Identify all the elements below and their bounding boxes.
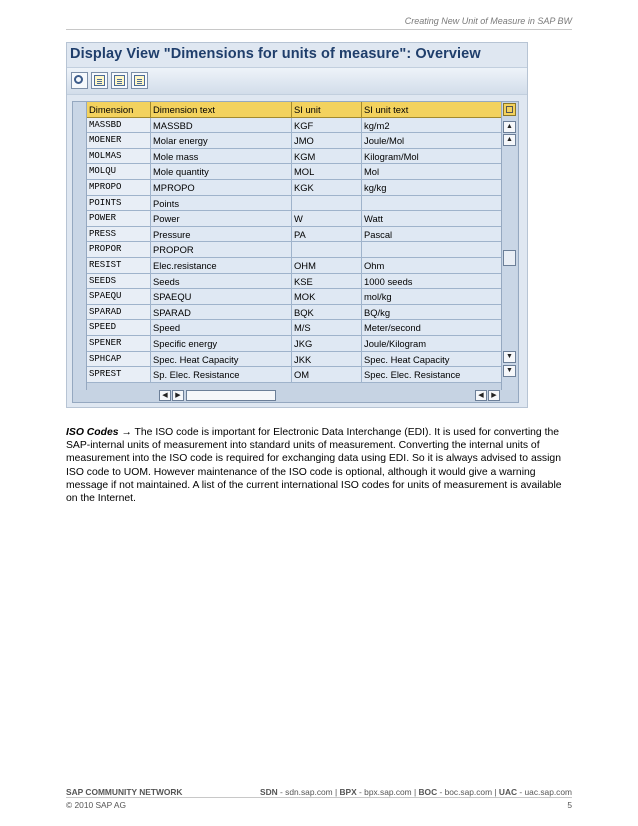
cell-si-unit-text[interactable]: BQ/kg: [362, 305, 503, 321]
footer-link-uac-label: UAC: [498, 787, 518, 797]
table-row[interactable]: [87, 352, 503, 368]
table-row[interactable]: [87, 367, 503, 383]
cell-si-unit-text[interactable]: Kilogram/Mol: [362, 149, 503, 165]
column-config-icon[interactable]: [503, 103, 516, 116]
column-header-dimension[interactable]: Dimension: [87, 102, 151, 118]
cell-dimension[interactable]: MOLQU: [87, 164, 151, 180]
cell-dimension-text[interactable]: Sp. Elec. Resistance: [151, 367, 292, 383]
footer-network: SAP COMMUNITY NETWORK: [66, 787, 183, 797]
cell-si-unit-text[interactable]: Joule/Kilogram: [362, 336, 503, 352]
cell-si-unit[interactable]: [292, 196, 362, 212]
cell-si-unit[interactable]: JKK: [292, 352, 362, 368]
row-selector-column[interactable]: [73, 102, 87, 390]
scroll-page-up-icon[interactable]: ▲: [503, 134, 516, 146]
cell-dimension-text[interactable]: MPROPO: [151, 180, 292, 196]
cell-dimension-text[interactable]: SPARAD: [151, 305, 292, 321]
table-row[interactable]: [87, 149, 503, 165]
scroll-left-end-icon[interactable]: ◀: [475, 390, 487, 401]
dimensions-table: [72, 101, 519, 403]
find-icon[interactable]: [71, 72, 88, 89]
footer-link-boc-label: BOC: [418, 787, 438, 797]
footer-link-sdn-label: SDN: [260, 787, 278, 797]
horizontal-scrollbar[interactable]: [73, 390, 518, 402]
cell-si-unit[interactable]: W: [292, 211, 362, 227]
table-row[interactable]: [87, 289, 503, 305]
cell-dimension-text[interactable]: Elec.resistance: [151, 258, 292, 274]
arrow-icon: →: [121, 427, 132, 438]
scroll-right-icon[interactable]: ▶: [172, 390, 184, 401]
column-header-dimension-text[interactable]: Dimension text: [151, 102, 292, 118]
sap-screen-title: Display View "Dimensions for units of measure": Overview: [70, 46, 481, 62]
cell-dimension-text[interactable]: Speed: [151, 320, 292, 336]
cell-si-unit-text[interactable]: Pascal: [362, 227, 503, 243]
table-header-row: [87, 102, 503, 118]
cell-dimension-text[interactable]: Points: [151, 196, 292, 212]
cell-si-unit-text[interactable]: Spec. Elec. Resistance: [362, 367, 503, 383]
table-row[interactable]: [87, 258, 503, 274]
cell-si-unit-text[interactable]: Joule/Mol: [362, 133, 503, 149]
column-header-si-unit[interactable]: SI unit: [292, 102, 362, 118]
iso-codes-description: The ISO code is important for Electronic Data Interchange (EDI). It is used for converting the SAP-internal units of measurement into standard units of measurement. Converting the internal units of measurement into the ISO code is required for exchanging data using EDI. So it is always advised to assign ISO code to UOM. However maintenance of the ISO code is optional, although it would give a warning message if not maintained. A list of the current international ISO codes for units of measurement is available on the Internet.: [66, 427, 562, 505]
cell-dimension-text[interactable]: Seeds: [151, 274, 292, 290]
cell-si-unit[interactable]: JMO: [292, 133, 362, 149]
cell-si-unit[interactable]: M/S: [292, 320, 362, 336]
cell-si-unit-text[interactable]: Ohm: [362, 258, 503, 274]
cell-dimension-text[interactable]: Spec. Heat Capacity: [151, 352, 292, 368]
cell-si-unit[interactable]: MOK: [292, 289, 362, 305]
footer-link-bpx-label: BPX: [339, 787, 357, 797]
sap-toolbar: [67, 67, 527, 95]
table-row[interactable]: [87, 211, 503, 227]
cell-si-unit[interactable]: KGM: [292, 149, 362, 165]
scroll-thumb[interactable]: [503, 250, 516, 266]
cell-dimension[interactable]: SEEDS: [87, 274, 151, 290]
cell-dimension[interactable]: SPHCAP: [87, 352, 151, 368]
table-row[interactable]: [87, 274, 503, 290]
details-icon[interactable]: [91, 72, 108, 89]
cell-si-unit[interactable]: OM: [292, 367, 362, 383]
cell-dimension-text[interactable]: PROPOR: [151, 242, 292, 258]
scroll-left-icon[interactable]: ◀: [159, 390, 171, 401]
table-row[interactable]: [87, 227, 503, 243]
cell-dimension[interactable]: SPENER: [87, 336, 151, 352]
footer-links: SDN - sdn.sap.com | BPX - bpx.sap.com | BOC - boc.sap.com | UAC - uac.sap.com: [260, 787, 572, 797]
cell-si-unit-text[interactable]: 1000 seeds: [362, 274, 503, 290]
column-header-si-unit-text[interactable]: SI unit text: [362, 102, 503, 118]
cell-si-unit[interactable]: [292, 242, 362, 258]
footer-link-boc[interactable]: boc.sap.com: [444, 787, 493, 797]
export-icon[interactable]: [131, 72, 148, 89]
cell-si-unit-text[interactable]: kg/m2: [362, 118, 503, 134]
footer-link-uac[interactable]: uac.sap.com: [524, 787, 572, 797]
footer-rule: [66, 797, 572, 798]
header-rule: [66, 29, 572, 30]
cell-dimension-text[interactable]: Specific energy: [151, 336, 292, 352]
scroll-up-icon[interactable]: ▲: [503, 121, 516, 133]
cell-dimension-text[interactable]: Mole mass: [151, 149, 292, 165]
cell-si-unit[interactable]: JKG: [292, 336, 362, 352]
cell-si-unit[interactable]: MOL: [292, 164, 362, 180]
cell-dimension[interactable]: SPARAD: [87, 305, 151, 321]
cell-si-unit[interactable]: BQK: [292, 305, 362, 321]
cell-dimension[interactable]: SPREST: [87, 367, 151, 383]
scroll-right-end-icon[interactable]: ▶: [488, 390, 500, 401]
cell-si-unit-text[interactable]: Mol: [362, 164, 503, 180]
cell-dimension[interactable]: POWER: [87, 211, 151, 227]
cell-dimension[interactable]: PROPOR: [87, 242, 151, 258]
table-row[interactable]: [87, 164, 503, 180]
table-grid: [87, 102, 503, 383]
cell-dimension-text[interactable]: Pressure: [151, 227, 292, 243]
cell-dimension-text[interactable]: MASSBD: [151, 118, 292, 134]
table-row[interactable]: [87, 320, 503, 336]
cell-si-unit-text[interactable]: Watt: [362, 211, 503, 227]
cell-dimension[interactable]: MOLMAS: [87, 149, 151, 165]
scroll-page-down-icon[interactable]: ▼: [503, 351, 516, 363]
cell-dimension[interactable]: SPAEQU: [87, 289, 151, 305]
page-header-title: Creating New Unit of Measure in SAP BW: [404, 16, 572, 26]
table-row[interactable]: [87, 133, 503, 149]
cell-si-unit-text[interactable]: [362, 196, 503, 212]
cell-si-unit[interactable]: PA: [292, 227, 362, 243]
iso-codes-paragraph: [66, 426, 572, 505]
cell-dimension[interactable]: MASSBD: [87, 118, 151, 134]
cell-dimension-text[interactable]: SPAEQU: [151, 289, 292, 305]
cell-dimension-text[interactable]: Power: [151, 211, 292, 227]
footer-link-sdn[interactable]: sdn.sap.com: [285, 787, 333, 797]
table-row[interactable]: [87, 242, 503, 258]
cell-si-unit-text[interactable]: Spec. Heat Capacity: [362, 352, 503, 368]
cell-dimension-text[interactable]: Mole quantity: [151, 164, 292, 180]
cell-si-unit-text[interactable]: mol/kg: [362, 289, 503, 305]
cell-si-unit-text[interactable]: Meter/second: [362, 320, 503, 336]
scroll-down-icon[interactable]: ▼: [503, 365, 516, 377]
footer-copyright: © 2010 SAP AG: [66, 800, 127, 810]
table-row[interactable]: [87, 118, 503, 134]
vertical-scrollbar[interactable]: [501, 102, 517, 390]
horizontal-scroll-track[interactable]: [186, 390, 276, 401]
cell-si-unit[interactable]: KGK: [292, 180, 362, 196]
table-row[interactable]: [87, 336, 503, 352]
cell-dimension[interactable]: MPROPO: [87, 180, 151, 196]
footer-link-bpx[interactable]: bpx.sap.com: [364, 787, 412, 797]
print-icon[interactable]: [111, 72, 128, 89]
sap-screenshot: [66, 42, 528, 408]
cell-si-unit[interactable]: KGF: [292, 118, 362, 134]
cell-dimension-text[interactable]: Molar energy: [151, 133, 292, 149]
table-row[interactable]: [87, 196, 503, 212]
page-number: 5: [567, 800, 572, 810]
table-row[interactable]: [87, 180, 503, 196]
cell-dimension[interactable]: PRESS: [87, 227, 151, 243]
cell-si-unit-text[interactable]: kg/kg: [362, 180, 503, 196]
cell-si-unit[interactable]: KSE: [292, 274, 362, 290]
cell-dimension[interactable]: RESIST: [87, 258, 151, 274]
cell-si-unit[interactable]: OHM: [292, 258, 362, 274]
cell-dimension[interactable]: POINTS: [87, 196, 151, 212]
cell-dimension[interactable]: SPEED: [87, 320, 151, 336]
cell-dimension[interactable]: MOENER: [87, 133, 151, 149]
table-row[interactable]: [87, 305, 503, 321]
iso-codes-term: ISO Codes: [66, 427, 119, 438]
cell-si-unit-text[interactable]: [362, 242, 503, 258]
